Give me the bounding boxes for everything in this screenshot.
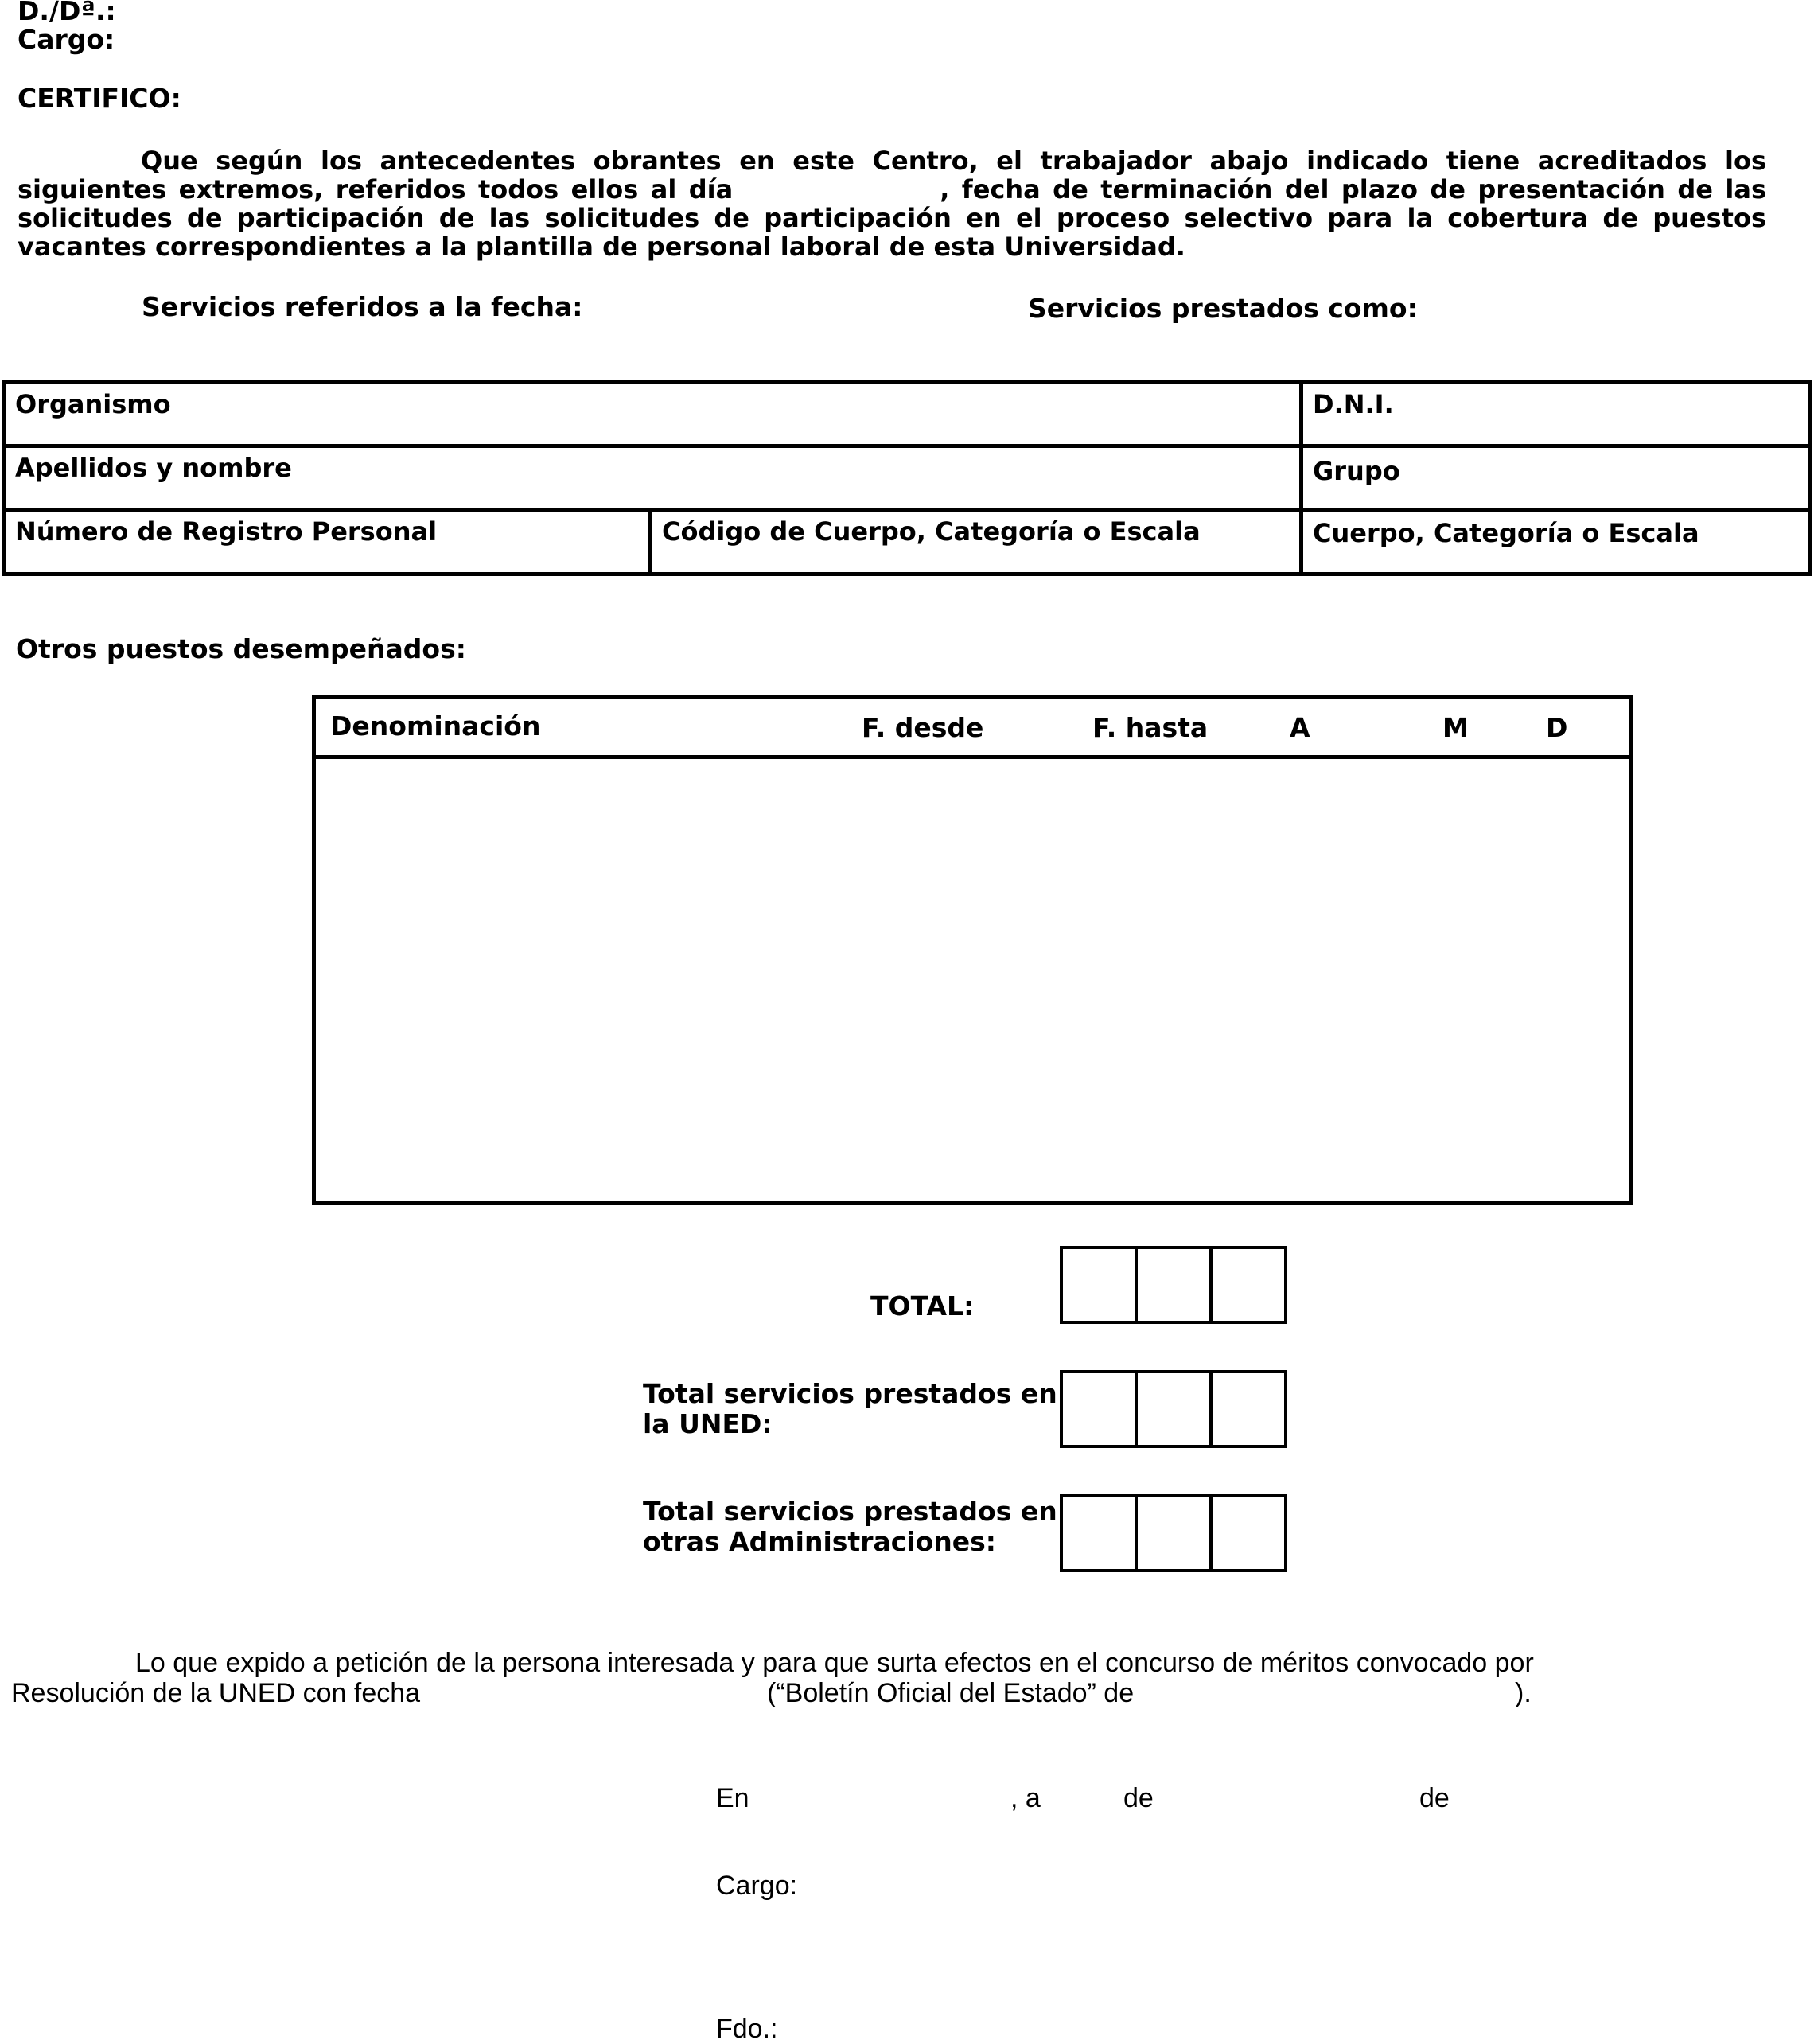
- otros-puestos-title: Otros puestos desempeñados:: [16, 633, 466, 664]
- de-label-1: de: [1123, 1783, 1154, 1813]
- nrp-cell: [2, 508, 652, 576]
- organismo-label: Organismo: [15, 389, 171, 419]
- codigo-label: Código de Cuerpo, Categoría o Escala: [662, 516, 1201, 547]
- total-otras-label-1: Total servicios prestados en: [643, 1496, 1057, 1527]
- resolucion-text: Resolución de la UNED con fecha: [11, 1678, 421, 1708]
- col-m: M: [1442, 712, 1469, 743]
- col-a: A: [1290, 712, 1310, 743]
- cuerpo-label: Cuerpo, Categoría o Escala: [1313, 518, 1699, 548]
- dd-label: D./Dª.:: [18, 0, 116, 26]
- total-uned-label-2: la UNED:: [643, 1408, 773, 1439]
- grupo-label: Grupo: [1313, 456, 1400, 486]
- apellidos-cell: [2, 444, 1303, 512]
- total-a-box[interactable]: [1060, 1246, 1138, 1324]
- uned-d-box[interactable]: [1209, 1370, 1287, 1448]
- dni-cell: [1299, 380, 1812, 448]
- cuerpo-cell: [1299, 508, 1812, 576]
- col-f-desde: F. desde: [862, 712, 984, 743]
- codigo-cell: [648, 508, 1303, 576]
- intro-paragraph: [18, 146, 1766, 261]
- nrp-label: Número de Registro Personal: [15, 516, 438, 547]
- organismo-cell: [2, 380, 1303, 448]
- servicios-referidos: Servicios referidos a la fecha:: [142, 291, 583, 322]
- en-label: En: [716, 1783, 749, 1813]
- total-label: TOTAL:: [870, 1291, 975, 1322]
- col-d: D: [1546, 712, 1568, 743]
- uned-a-box[interactable]: [1060, 1370, 1138, 1448]
- fdo-label: Fdo.:: [716, 2014, 778, 2044]
- otras-m-box[interactable]: [1135, 1494, 1213, 1572]
- uned-boxes: [1060, 1370, 1284, 1448]
- intro-part2: , fecha de terminación del plazo de presentación de las solicitudes de participación de las solicitudes de participación en el proceso selectivo para la cobertura de puestos vacantes correspondientes a la plantilla de personal laboral de esta Universidad.: [18, 174, 1767, 262]
- uned-m-box[interactable]: [1135, 1370, 1213, 1448]
- intro-part1: Que según los antecedentes obrantes en este Centro, el trabajador abajo indicado tiene acreditados los siguientes extremos, referidos todos ellos al día: [18, 146, 1766, 204]
- dni-label: D.N.I.: [1313, 389, 1394, 419]
- otros-header-row: [316, 699, 1629, 759]
- otras-boxes: [1060, 1494, 1284, 1572]
- otros-puestos-table: [312, 695, 1633, 1205]
- certifico-heading: CERTIFICO:: [18, 83, 181, 114]
- cargo-label: Cargo:: [18, 24, 115, 55]
- apellidos-label: Apellidos y nombre: [15, 453, 292, 483]
- a-label: , a: [1010, 1783, 1041, 1813]
- total-boxes: [1060, 1246, 1284, 1324]
- col-denominacion: Denominación: [330, 711, 541, 742]
- boe-close: ).: [1515, 1678, 1532, 1708]
- total-otras-label-2: otras Administraciones:: [643, 1526, 997, 1557]
- total-d-box[interactable]: [1209, 1246, 1287, 1324]
- de-label-2: de: [1419, 1783, 1450, 1813]
- total-uned-label-1: Total servicios prestados en: [643, 1378, 1057, 1409]
- col-f-hasta: F. hasta: [1092, 712, 1209, 743]
- otras-d-box[interactable]: [1209, 1494, 1287, 1572]
- total-m-box[interactable]: [1135, 1246, 1213, 1324]
- otras-a-box[interactable]: [1060, 1494, 1138, 1572]
- grupo-cell: [1299, 444, 1812, 512]
- servicios-prestados: Servicios prestados como:: [1028, 293, 1418, 324]
- closing-paragraph: Lo que expido a petición de la persona interesada y para que surta efectos en el concurso de méritos convocado por: [135, 1648, 1534, 1678]
- boe-text: (“Boletín Oficial del Estado” de: [767, 1678, 1135, 1708]
- cargo-signature-label: Cargo:: [716, 1871, 798, 1901]
